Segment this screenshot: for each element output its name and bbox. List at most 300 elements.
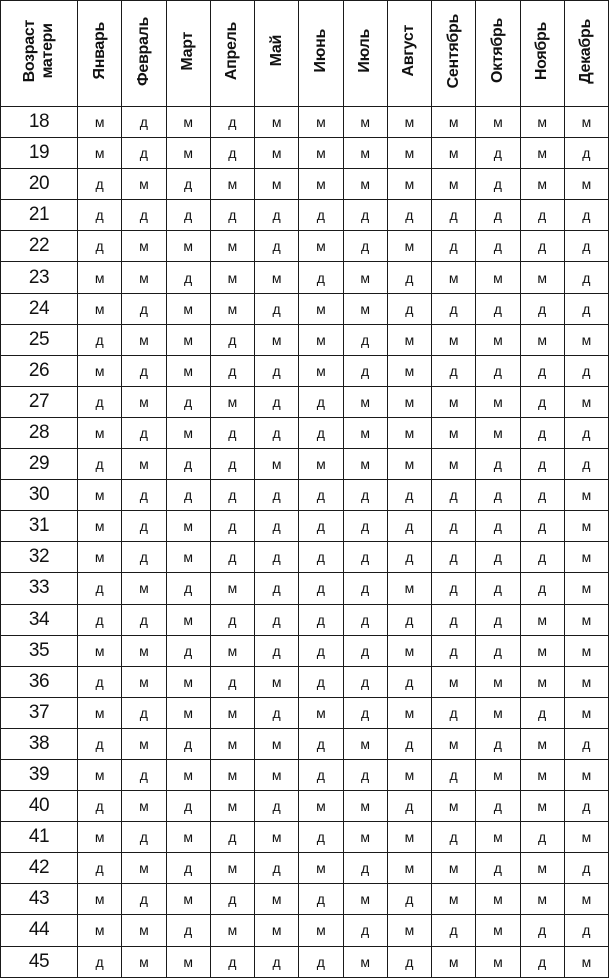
table-row [1,884,609,915]
gender-cell: д [122,511,166,542]
gender-cell: д [432,697,476,728]
gender-cell: д [210,200,254,231]
gender-cell: д [210,604,254,635]
gender-cell: д [387,262,431,293]
gender-cell: м [564,169,608,200]
month-header [122,1,166,107]
gender-cell: д [564,791,608,822]
mother-age-cell: 30 [1,480,78,511]
gender-cell: м [122,324,166,355]
gender-cell: д [255,542,299,573]
gender-cell: д [387,666,431,697]
gender-cell: м [210,915,254,946]
gender-cell: м [210,635,254,666]
table-row [1,822,609,853]
gender-cell: м [166,355,210,386]
gender-cell: д [122,138,166,169]
gender-cell: д [210,355,254,386]
gender-cell: д [78,231,122,262]
gender-cell: м [387,759,431,790]
gender-cell: м [387,386,431,417]
gender-cell: м [255,915,299,946]
gender-cell: м [476,915,520,946]
gender-cell: м [520,666,564,697]
gender-cell: д [78,449,122,480]
gender-cell: м [432,169,476,200]
gender-cell: м [476,666,520,697]
gender-cell: м [520,138,564,169]
gender-cell: м [255,138,299,169]
gender-cell: д [255,200,299,231]
gender-cell: д [432,511,476,542]
gender-cell: д [476,449,520,480]
gender-cell: д [520,480,564,511]
table-row [1,480,609,511]
gender-cell: м [299,853,343,884]
gender-cell: д [432,635,476,666]
gender-cell: м [166,697,210,728]
table-row [1,262,609,293]
gender-cell: д [432,480,476,511]
gender-cell: м [564,697,608,728]
gender-cell: м [122,169,166,200]
gender-cell: д [255,791,299,822]
gender-cell: м [210,728,254,759]
gender-cell: м [520,324,564,355]
gender-cell: д [387,604,431,635]
gender-cell: м [255,666,299,697]
gender-cell: д [166,728,210,759]
gender-cell: м [343,417,387,448]
gender-cell: д [78,666,122,697]
mother-age-cell: 31 [1,511,78,542]
mother-age-cell: 22 [1,231,78,262]
gender-cell: м [166,759,210,790]
gender-cell: м [387,449,431,480]
table-row [1,169,609,200]
month-header-label: Июль [356,29,374,73]
mother-age-cell: 33 [1,573,78,604]
gender-cell: д [210,511,254,542]
gender-cell: м [564,759,608,790]
table-row [1,386,609,417]
month-header [387,1,431,107]
month-header [432,1,476,107]
gender-cell: д [78,324,122,355]
gender-cell: д [387,884,431,915]
gender-cell: м [78,884,122,915]
gender-cell: м [343,728,387,759]
gender-cell: м [255,169,299,200]
header-row [1,1,609,107]
gender-cell: д [299,200,343,231]
gender-cell: м [476,822,520,853]
month-header [343,1,387,107]
gender-cell: м [78,480,122,511]
table-row [1,573,609,604]
gender-cell: м [255,449,299,480]
gender-cell: д [299,728,343,759]
gender-cell: д [520,355,564,386]
gender-cell: д [122,604,166,635]
gender-cell: д [343,231,387,262]
gender-cell: д [387,946,431,977]
gender-cell: м [166,604,210,635]
gender-cell: м [122,728,166,759]
gender-cell: м [343,262,387,293]
gender-cell: д [343,355,387,386]
gender-cell: м [299,915,343,946]
gender-cell: д [343,200,387,231]
gender-cell: д [299,666,343,697]
gender-cell: м [520,728,564,759]
gender-cell: м [564,573,608,604]
gender-cell: м [564,635,608,666]
gender-cell: д [476,480,520,511]
gender-cell: д [166,449,210,480]
gender-cell: м [299,107,343,138]
gender-cell: м [78,417,122,448]
gender-cell: м [210,169,254,200]
gender-cell: д [255,573,299,604]
gender-cell: м [564,386,608,417]
gender-cell: д [122,884,166,915]
gender-cell: м [432,884,476,915]
gender-cell: м [476,697,520,728]
gender-cell: д [432,542,476,573]
gender-cell: м [387,324,431,355]
gender-cell: д [564,355,608,386]
gender-cell: м [78,915,122,946]
gender-cell: д [520,822,564,853]
gender-cell: м [387,107,431,138]
gender-cell: м [166,884,210,915]
gender-cell: м [166,822,210,853]
gender-cell: м [476,884,520,915]
gender-cell: м [166,324,210,355]
gender-cell: д [387,728,431,759]
gender-cell: м [78,759,122,790]
gender-cell: м [343,884,387,915]
table-row [1,666,609,697]
gender-cell: м [122,231,166,262]
gender-cell: д [343,480,387,511]
gender-cell: д [210,946,254,977]
gender-cell: м [520,791,564,822]
gender-cell: м [78,511,122,542]
gender-cell: м [78,355,122,386]
gender-cell: м [476,759,520,790]
gender-cell: м [432,417,476,448]
mother-age-cell: 39 [1,759,78,790]
gender-cell: д [343,604,387,635]
gender-cell: д [476,791,520,822]
gender-cell: м [432,138,476,169]
gender-cell: м [432,666,476,697]
gender-cell: м [210,262,254,293]
gender-cell: д [210,107,254,138]
gender-cell: д [78,946,122,977]
gender-cell: д [299,511,343,542]
gender-cell: д [476,355,520,386]
gender-cell: д [343,915,387,946]
gender-cell: м [166,946,210,977]
table-row [1,604,609,635]
gender-cell: д [210,884,254,915]
gender-cell: д [476,728,520,759]
table-row [1,107,609,138]
gender-cell: м [78,262,122,293]
month-header [520,1,564,107]
gender-cell: д [343,759,387,790]
month-header-label: Август [400,25,418,77]
gender-cell: м [210,697,254,728]
gender-cell: д [122,200,166,231]
gender-cell: м [432,324,476,355]
gender-cell: м [387,573,431,604]
gender-cell: д [343,324,387,355]
gender-cell: д [166,200,210,231]
gender-cell: м [476,107,520,138]
gender-cell: м [520,107,564,138]
gender-cell: д [255,231,299,262]
gender-cell: м [166,231,210,262]
gender-cell: д [343,511,387,542]
mother-age-cell: 26 [1,355,78,386]
gender-cell: м [299,697,343,728]
gender-cell: м [432,262,476,293]
gender-cell: м [122,791,166,822]
gender-cell: м [476,386,520,417]
mother-age-cell: 42 [1,853,78,884]
gender-cell: м [432,791,476,822]
gender-cell: м [387,355,431,386]
gender-cell: м [387,822,431,853]
gender-cell: м [520,853,564,884]
gender-cell: д [343,853,387,884]
gender-cell: д [210,822,254,853]
month-header-label: Декабрь [577,18,595,84]
gender-cell: м [520,635,564,666]
table-row [1,728,609,759]
gender-cell: м [299,355,343,386]
table-row [1,200,609,231]
gender-cell: д [387,480,431,511]
gender-cell: м [564,822,608,853]
gender-cell: д [520,915,564,946]
gender-cell: м [299,791,343,822]
mother-age-cell: 45 [1,946,78,977]
gender-cell: д [299,542,343,573]
gender-cell: д [564,417,608,448]
gender-cell: м [387,231,431,262]
gender-cell: м [564,884,608,915]
gender-cell: д [520,231,564,262]
mother-age-cell: 37 [1,697,78,728]
gender-cell: д [520,542,564,573]
gender-cell: д [564,853,608,884]
gender-cell: д [210,449,254,480]
gender-cell: м [432,386,476,417]
gender-cell: д [476,231,520,262]
gender-cell: м [432,853,476,884]
gender-cell: м [299,169,343,200]
gender-cell: м [210,293,254,324]
table-row [1,697,609,728]
gender-cell: м [78,822,122,853]
gender-cell: м [166,417,210,448]
gender-cell: м [564,107,608,138]
gender-cell: м [210,231,254,262]
table-row [1,915,609,946]
gender-cell: м [78,293,122,324]
gender-cell: д [564,728,608,759]
gender-cell: м [564,604,608,635]
gender-cell: д [122,759,166,790]
gender-cell: м [476,324,520,355]
gender-cell: д [387,293,431,324]
gender-cell: м [78,107,122,138]
gender-cell: м [255,728,299,759]
mother-age-cell: 32 [1,542,78,573]
gender-cell: д [122,355,166,386]
gender-cell: м [387,915,431,946]
month-header-label: Март [179,31,197,71]
gender-cell: д [343,635,387,666]
gender-cell: д [387,542,431,573]
gender-cell: д [432,759,476,790]
gender-cell: м [343,138,387,169]
gender-cell: д [432,293,476,324]
gender-cell: м [122,573,166,604]
gender-cell: д [210,666,254,697]
gender-cell: д [432,604,476,635]
month-header [255,1,299,107]
gender-cell: д [432,355,476,386]
gender-cell: д [78,169,122,200]
gender-cell: д [432,915,476,946]
gender-cell: м [387,138,431,169]
gender-cell: м [166,542,210,573]
gender-cell: м [299,449,343,480]
gender-cell: м [78,635,122,666]
gender-cell: м [564,666,608,697]
gender-cell: м [210,853,254,884]
mother-age-cell: 40 [1,791,78,822]
gender-cell: д [78,728,122,759]
gender-cell: м [564,324,608,355]
gender-cell: д [564,138,608,169]
month-header [210,1,254,107]
gender-cell: д [255,946,299,977]
mother-age-cell: 27 [1,386,78,417]
gender-cell: м [122,386,166,417]
mother-age-cell: 41 [1,822,78,853]
mother-age-cell: 34 [1,604,78,635]
gender-cell: м [343,946,387,977]
gender-cell: д [520,386,564,417]
gender-cell: м [122,666,166,697]
gender-cell: м [166,138,210,169]
gender-cell: м [343,169,387,200]
gender-cell: д [520,946,564,977]
gender-cell: м [122,946,166,977]
mother-age-cell: 36 [1,666,78,697]
gender-cell: м [299,324,343,355]
gender-cell: м [520,759,564,790]
gender-cell: д [476,138,520,169]
gender-cell: д [166,791,210,822]
gender-cell: м [564,946,608,977]
gender-cell: д [476,511,520,542]
table-row [1,449,609,480]
gender-cell: м [122,915,166,946]
gender-cell: д [166,915,210,946]
month-header-label: Июнь [311,29,329,73]
gender-cell: м [166,511,210,542]
gender-cell: д [343,697,387,728]
gender-cell: д [520,200,564,231]
gender-cell: д [299,635,343,666]
month-header [564,1,608,107]
gender-cell: д [78,200,122,231]
gender-cell: м [432,449,476,480]
gender-cell: д [255,355,299,386]
gender-cell: д [520,417,564,448]
mother-age-cell: 28 [1,417,78,448]
month-header-label: Ноябрь [533,21,551,81]
gender-cell: д [255,293,299,324]
gender-cell: д [255,511,299,542]
table-row [1,946,609,977]
gender-cell: м [255,759,299,790]
table-row [1,293,609,324]
mother-age-cell: 35 [1,635,78,666]
gender-cell: д [520,449,564,480]
gender-cell: м [343,107,387,138]
gender-cell: д [78,791,122,822]
gender-cell: д [387,791,431,822]
gender-cell: м [432,946,476,977]
month-header-label: Январь [90,22,108,80]
gender-cell: д [299,884,343,915]
table-row [1,511,609,542]
gender-cell: м [343,386,387,417]
table-row [1,231,609,262]
mother-age-cell: 44 [1,915,78,946]
gender-cell: д [476,853,520,884]
gender-cell: д [520,511,564,542]
gender-cell: м [564,480,608,511]
gender-cell: м [343,791,387,822]
gender-cell: д [210,542,254,573]
mother-age-cell: 38 [1,728,78,759]
gender-cell: д [299,946,343,977]
gender-cell: д [476,200,520,231]
gender-cell: д [122,822,166,853]
gender-cell: д [78,386,122,417]
table-row [1,324,609,355]
gender-cell: м [122,262,166,293]
table-row [1,138,609,169]
gender-cell: д [476,293,520,324]
gender-cell: м [255,107,299,138]
mother-age-cell: 24 [1,293,78,324]
gender-cell: м [166,293,210,324]
gender-cell: д [122,542,166,573]
month-header-label: Май [267,35,285,67]
gender-cell: д [255,635,299,666]
